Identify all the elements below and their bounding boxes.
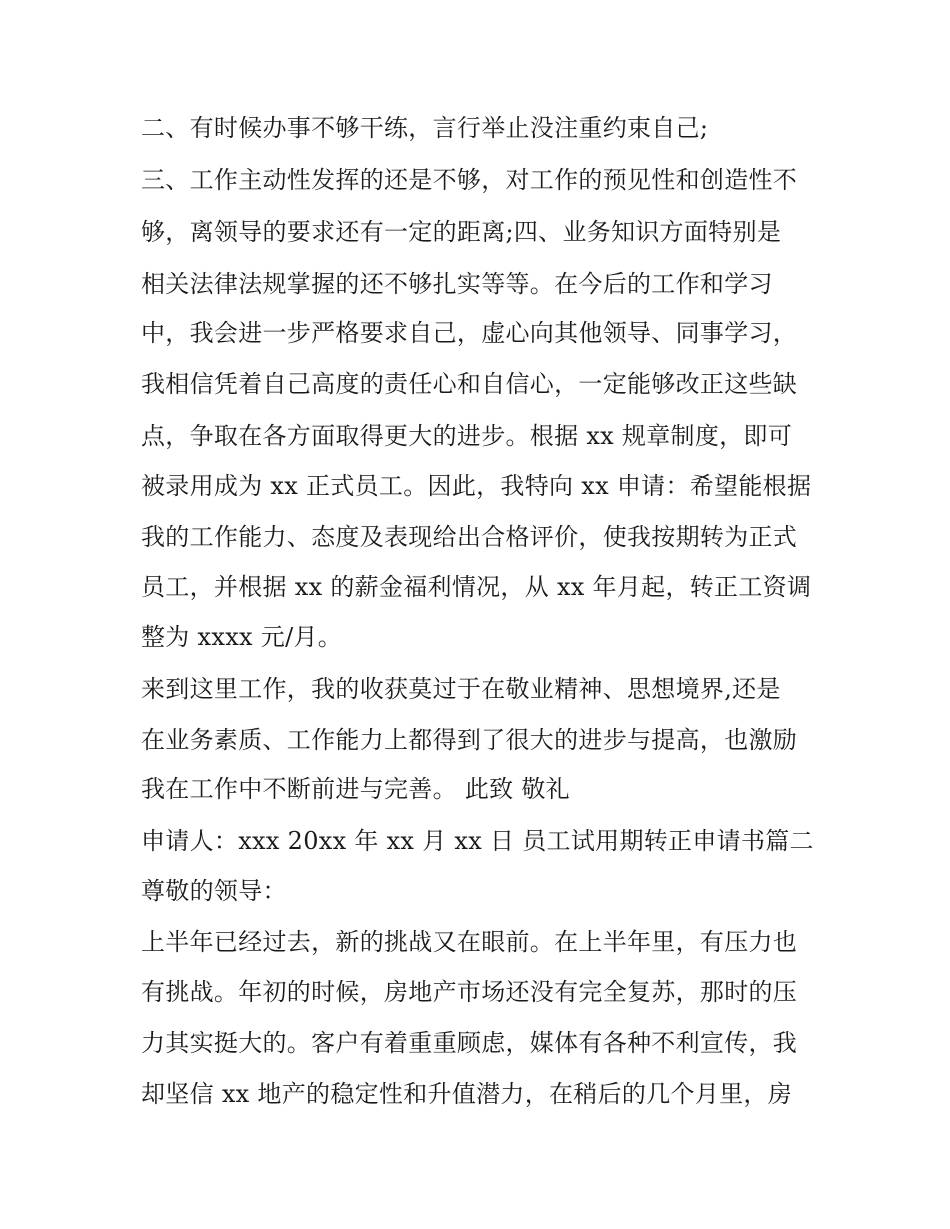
- text-line: 申请人：xxx 20xx 年 xx 月 xx 日 员工试用期转正申请书篇二: [141, 827, 814, 855]
- text-line: 在业务素质、工作能力上都得到了很大的进步与提高，也激励: [141, 726, 798, 754]
- text-line: 点，争取在各方面取得更大的进步。根据 xx 规章制度，即可: [141, 422, 793, 450]
- text-line: 有挑战。年初的时候，房地产市场还没有完全复苏，那时的压: [141, 978, 798, 1006]
- text-line: 相关法律法规掌握的还不够扎实等等。在今后的工作和学习: [141, 270, 773, 298]
- text-line: 却坚信 xx 地产的稳定性和升值潜力，在稍后的几个月里，房: [141, 1080, 793, 1108]
- text-line: 员工，并根据 xx 的薪金福利情况，从 xx 年月起，转正工资调: [141, 573, 812, 601]
- text-line: 我的工作能力、态度及表现给出合格评价，使我按期转为正式: [141, 523, 798, 551]
- text-line: 够，离领导的要求还有一定的距离;四、业务知识方面特别是: [141, 218, 782, 246]
- text-line: 尊敬的领导：: [141, 877, 287, 905]
- text-line: 我相信凭着自己高度的责任心和自信心，一定能够改正这些缺: [141, 370, 798, 398]
- text-line: 被录用成为 xx 正式员工。因此，我特向 xx 申请：希望能根据: [141, 472, 812, 500]
- text-line: 上半年已经过去，新的挑战又在眼前。在上半年里，有压力也: [141, 928, 798, 956]
- text-line: 来到这里工作，我的收获莫过于在敬业精神、思想境界,还是: [141, 675, 781, 703]
- text-line: 中，我会进一步严格要求自己，虚心向其他领导、同事学习，: [141, 319, 798, 347]
- text-line: 三、工作主动性发挥的还是不够，对工作的预见性和创造性不: [141, 166, 798, 194]
- text-line: 我在工作中不断前进与完善。 此致 敬礼: [141, 775, 570, 803]
- text-line: 力其实挺大的。客户有着重重顾虑，媒体有各种不利宣传，我: [141, 1029, 798, 1057]
- text-line: 二、有时候办事不够干练，言行举止没注重约束自己;: [141, 114, 709, 142]
- text-line: 整为 xxxx 元/月。: [141, 623, 343, 651]
